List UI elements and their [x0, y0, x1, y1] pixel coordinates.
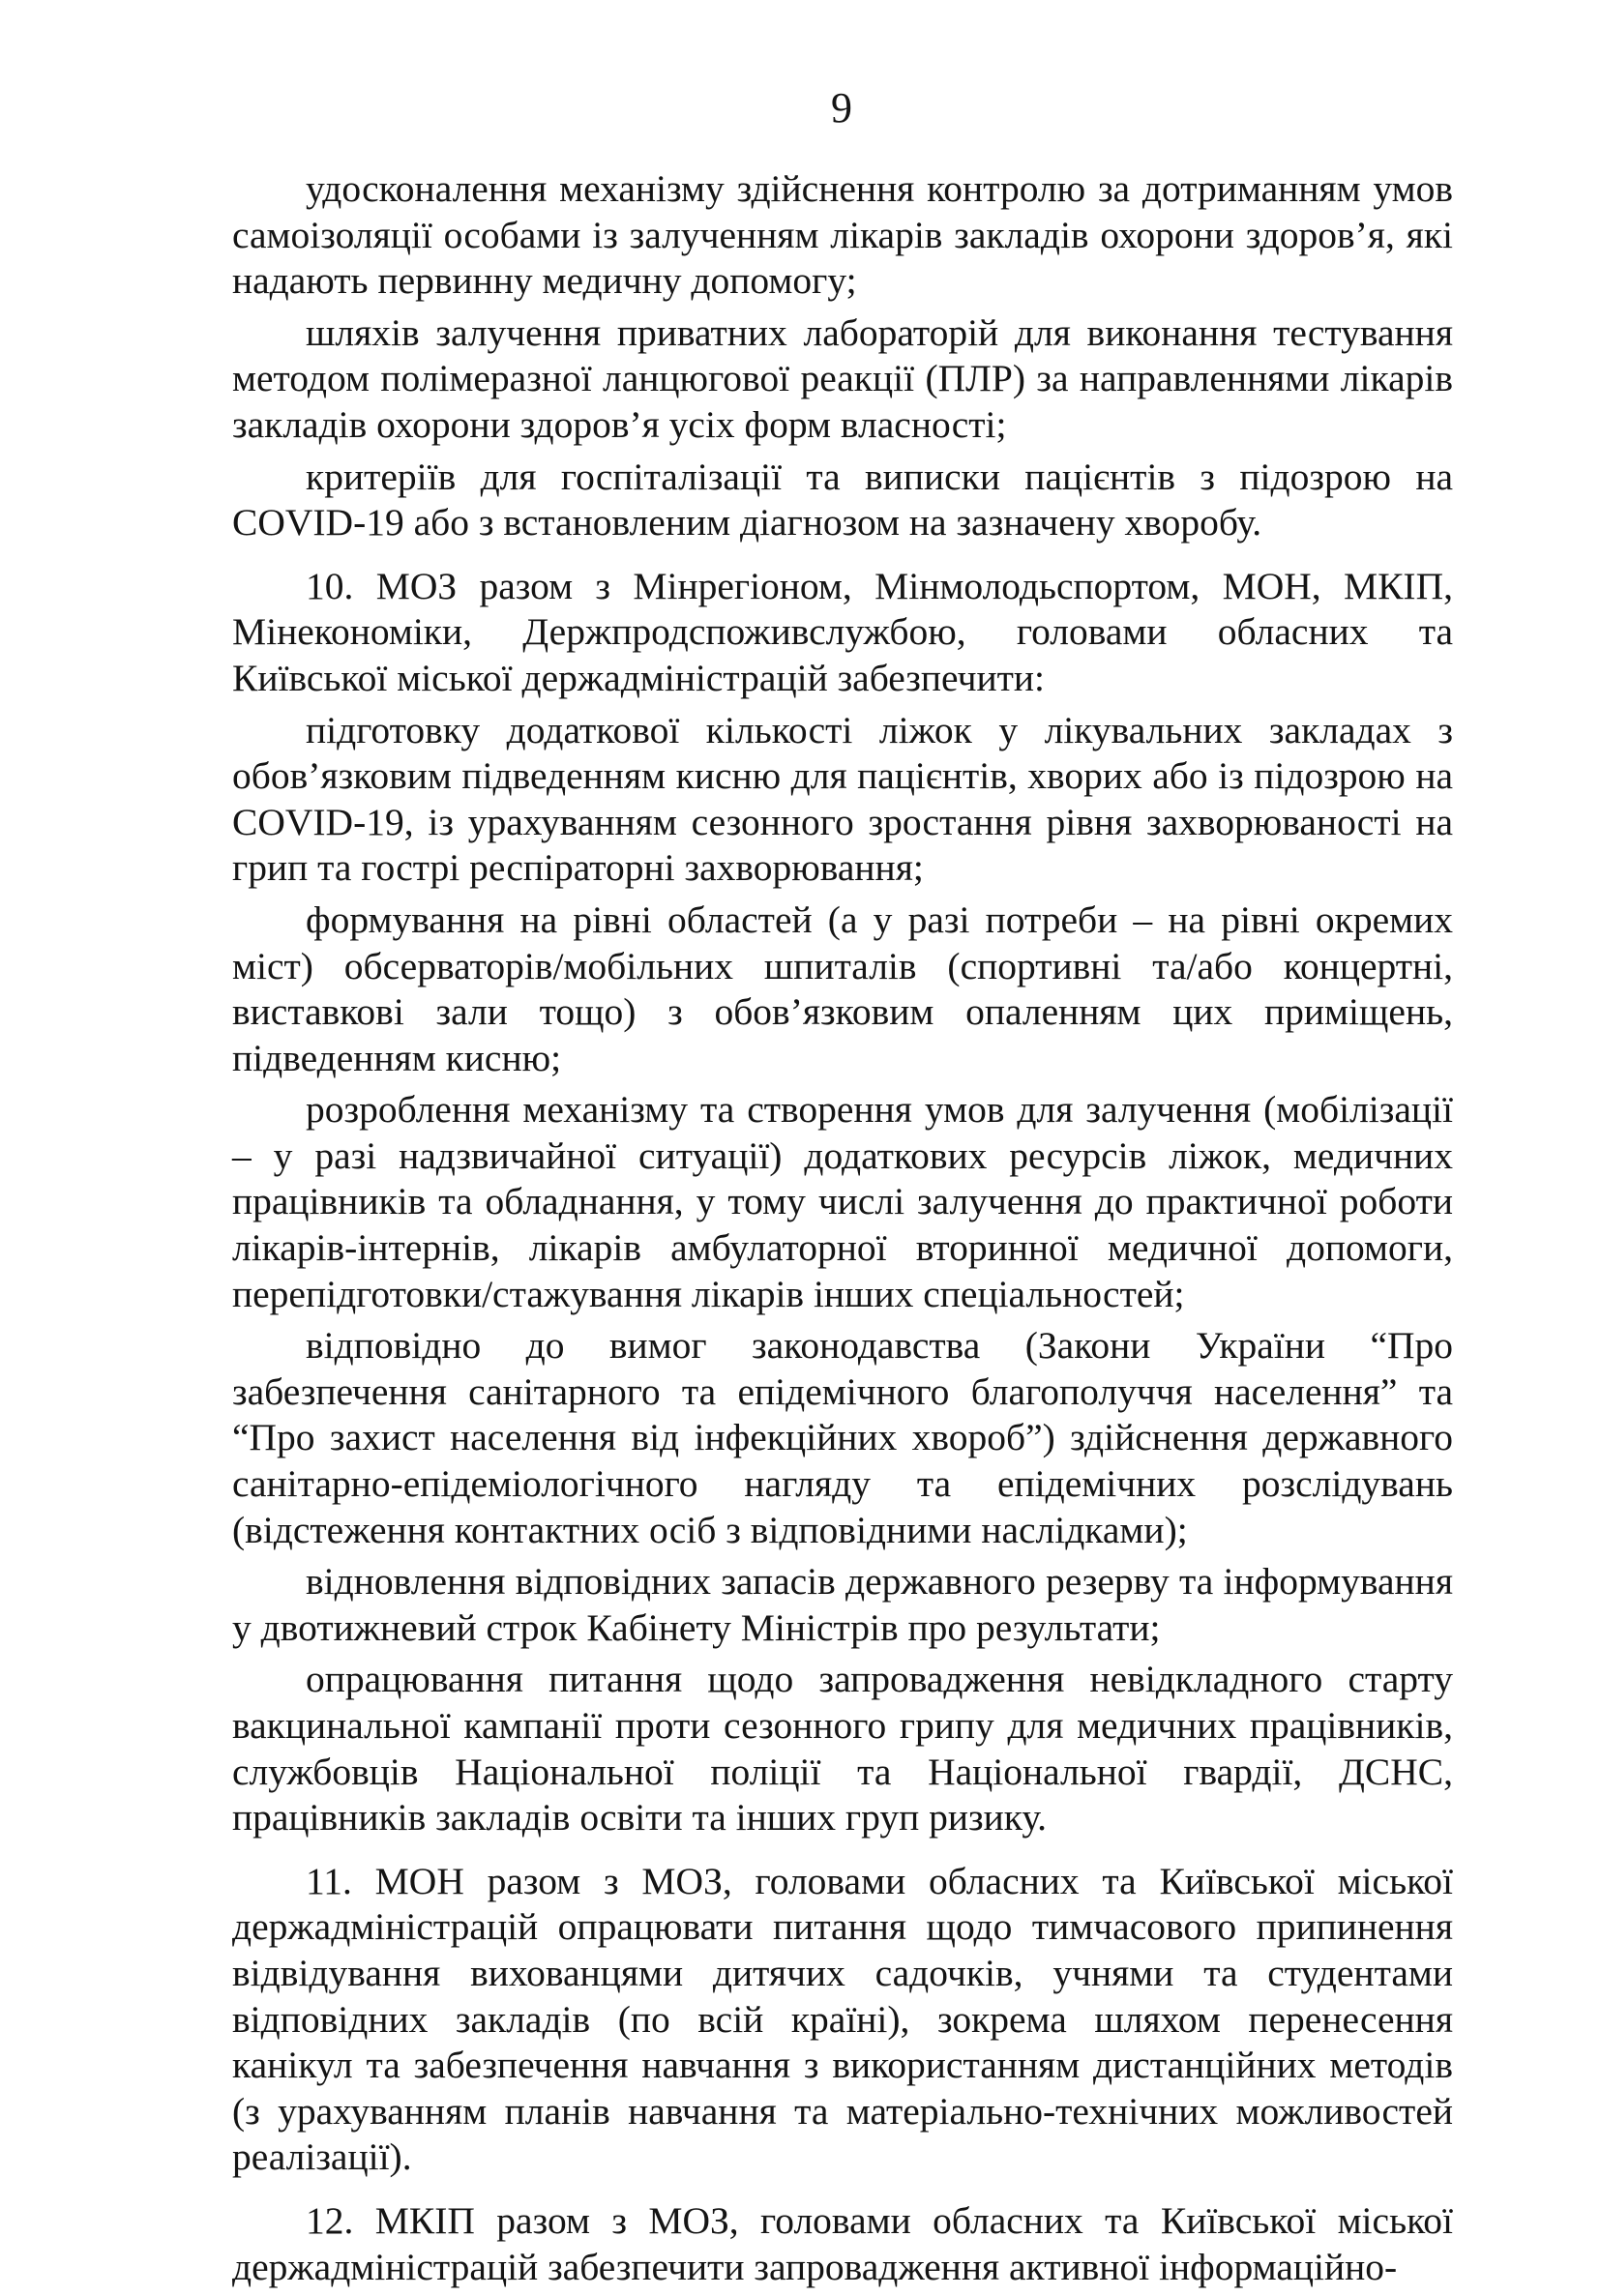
paragraph-state-reserve: відновлення відповідних запасів державного резерву та інформування у двотижневий строк Кабінету Міністрів про результати;	[232, 1560, 1453, 1649]
paragraph-self-isolation-control: удосконалення механізму здійснення контролю за дотриманням умов самоізоляції особами із залученням лікарів закладів охорони здоров’я, які надають первинну медичну допомогу;	[232, 167, 1453, 303]
paragraph-private-labs-pcr: шляхів залучення приватних лабораторій для виконання тестування методом полімеразної ланцюгової реакції (ПЛР) за направленнями лікарів закладів охорони здоров’я усіх форм власності;	[232, 310, 1453, 446]
paragraph-sanitary-supervision: відповідно до вимог законодавства (Закони України “Про забезпечення санітарного та епідемічного благополуччя населення” та “Про захист населення від інфекційних хвороб”) здійснення державного санітарно-епідеміологічного нагляду та епідемічних розслідувань (відстеження контактних осіб з відповідними наслідками);	[232, 1324, 1453, 1551]
paragraph-item-11: 11. МОН разом з МОЗ, головами обласних та Київської міської держадміністрацій опрацювати питання щодо тимчасового припинення відвідування вихованцями дитячих садочків, учнями та студентами відповідних закладів (по всій країні), зокрема шляхом перенесення канікул та забезпечення навчання з використанням дистанційних методів (з урахуванням планів навчання та матеріально-технічних можливостей реалізації).	[232, 1859, 1453, 2179]
paragraph-hospitalization-criteria: критеріїв для госпіталізації та виписки пацієнтів з підозрою на COVID-19 або з встановленим діагнозом на зазначену хворобу.	[232, 455, 1453, 545]
document-body	[232, 166, 1453, 2296]
paragraph-item-12: 12. МКІП разом з МОЗ, головами обласних та Київської міської держадміністрацій забезпечити запровадження активної інформаційно-	[232, 2198, 1453, 2288]
paragraph-additional-beds: підготовку додаткової кількості ліжок у лікувальних закладах з обов’язковим підведенням кисню для пацієнтів, хворих або із підозрою на COVID-19, із урахуванням сезонного зростання рівня захворюваності на грип та гострі респіраторні захворювання;	[232, 708, 1453, 890]
paragraph-observatories-hospitals: формування на рівні областей (а у разі потреби – на рівні окремих міст) обсерваторів/мобільних шпиталів (спортивні та/або концертні, виставкові зали тощо) з обов’язковим опаленням цих приміщень, підведенням кисню;	[232, 898, 1453, 1079]
paragraph-resource-mobilization: розроблення механізму та створення умов для залучення (мобілізації – у разі надзвичайної ситуації) додаткових ресурсів ліжок, медичних працівників та обладнання, у тому числі залучення до практичної роботи лікарів-інтернів, лікарів амбулаторної вторинної медичної допомоги, перепідготовки/стажування лікарів інших спеціальностей;	[232, 1088, 1453, 1315]
paragraph-item-10: 10. МОЗ разом з Мінрегіоном, Мінмолодьспортом, МОН, МКІП, Мінекономіки, Держпродспоживслужбою, головами обласних та Київської міської держадміністрацій забезпечити:	[232, 564, 1453, 699]
paragraph-flu-vaccination: опрацювання питання щодо запровадження невідкладного старту вакцинальної кампанії проти сезонного грипу для медичних працівників, службовців Національної поліції та Національної гвардії, ДСНС, працівників закладів освіти та інших груп ризику.	[232, 1658, 1453, 1840]
page-number: 9	[831, 84, 852, 132]
